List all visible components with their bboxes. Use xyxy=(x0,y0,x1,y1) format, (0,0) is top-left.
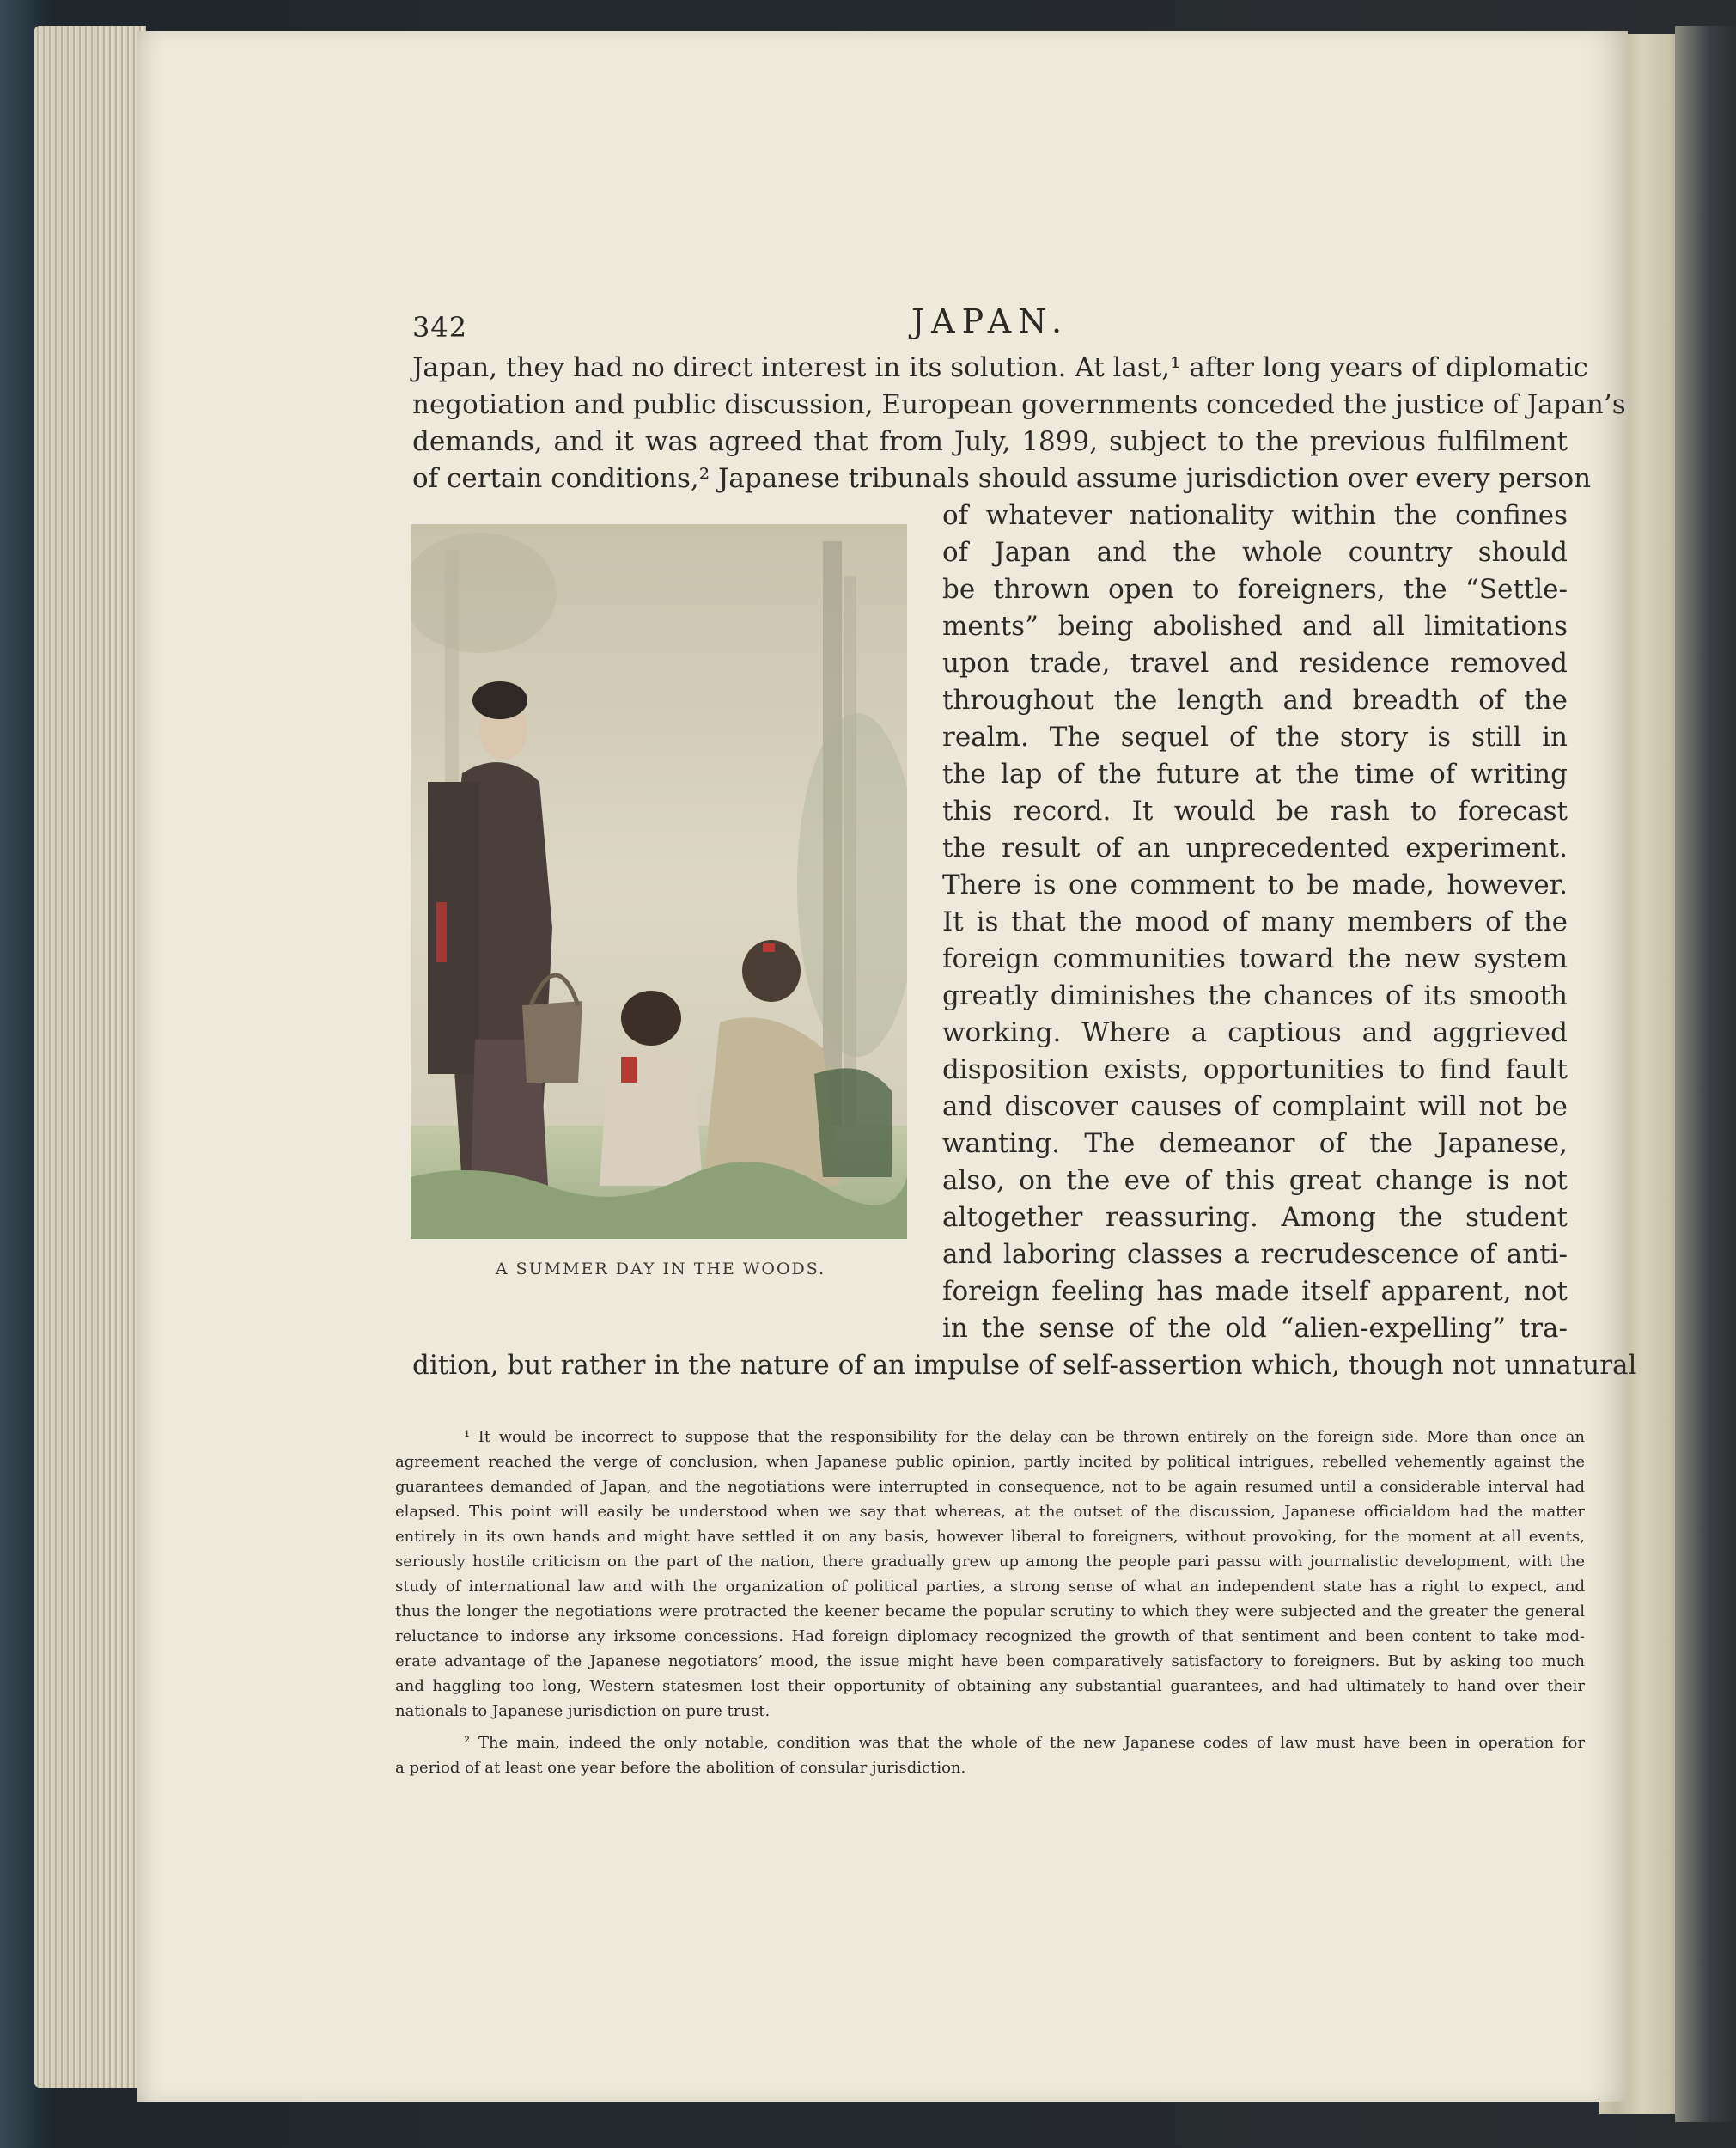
body-line: realm. The sequel of the story is still in xyxy=(942,722,1568,753)
footnote-line: agreement reached the verge of conclusion, when Japanese public opinion, partly incited by political intrigues, rebelled vehemently against the xyxy=(395,1453,1585,1471)
body-line: also, on the eve of this great change is not xyxy=(942,1165,1568,1196)
running-title: JAPAN. xyxy=(911,302,1069,340)
footnote-line: and haggling too long, Western statesmen lost their opportunity of obtaining any substantial guarantees, and had ultimately to hand over their xyxy=(395,1677,1585,1695)
footnote-line: thus the longer the negotiations were protracted the keener became the popular scrutiny to which they were subjected and the greater the general xyxy=(395,1602,1585,1620)
body-line: wanting. The demeanor of the Japanese, xyxy=(942,1128,1568,1159)
body-line: foreign feeling has made itself apparent, not xyxy=(942,1276,1568,1307)
body-line: greatly diminishes the chances of its smooth xyxy=(942,980,1568,1011)
footnote-line: study of international law and with the organization of political parties, a strong sense of what an independent state has a right to expect, and xyxy=(395,1577,1585,1596)
body-line: upon trade, travel and residence removed xyxy=(942,648,1568,679)
footnote-line: nationals to Japanese jurisdiction on pure trust. xyxy=(395,1702,771,1720)
body-line: foreign communities toward the new system xyxy=(942,943,1568,974)
body-line: and laboring classes a recrudescence of anti- xyxy=(942,1239,1568,1270)
body-line: demands, and it was agreed that from July, 1899, subject to the previous fulfilment xyxy=(412,426,1568,457)
body-line: the result of an unprecedented experiment. xyxy=(942,833,1568,863)
body-line: working. Where a captious and aggrieved xyxy=(942,1017,1568,1048)
footnote-line: erate advantage of the Japanese negotiators’ mood, the issue might have been comparatively satisfactory to foreigners. But by asking too much xyxy=(395,1652,1585,1670)
body-line: disposition exists, opportunities to find fault xyxy=(942,1054,1568,1085)
book-page xyxy=(137,31,1637,2102)
illustration xyxy=(411,524,907,1239)
running-head xyxy=(412,292,1568,344)
body-line: ments” being abolished and all limitations xyxy=(942,611,1568,642)
body-line: of Japan and the whole country should xyxy=(942,537,1568,568)
footnote-line: a period of at least one year before the abolition of consular jurisdiction. xyxy=(395,1759,966,1777)
left-page-stack xyxy=(34,26,146,2088)
body-line: and discover causes of complaint will not be xyxy=(942,1091,1568,1122)
footnote-line: elapsed. This point will easily be understood when we say that whereas, at the outset of the discussion, Japanese officialdom had the matter xyxy=(395,1503,1585,1521)
page-number: 342 xyxy=(412,311,468,344)
body-line: be thrown open to foreigners, the “Settle- xyxy=(942,574,1568,605)
body-line: of certain conditions,² Japanese tribunals should assume jurisdiction over every person xyxy=(412,463,1592,494)
book-edge xyxy=(1675,26,1736,2122)
body-line: the lap of the future at the time of writing xyxy=(942,759,1568,790)
footnote-line: ² The main, indeed the only notable, condition was that the whole of the new Japanese codes of law must have been in operation for xyxy=(464,1734,1585,1752)
body-line: It is that the mood of many members of the xyxy=(942,906,1568,937)
body-line: of whatever nationality within the confines xyxy=(942,500,1568,531)
body-line: altogether reassuring. Among the student xyxy=(942,1202,1568,1233)
footnote-line: seriously hostile criticism on the part of the nation, there gradually grew up among the people pari passu with journalistic development, with the xyxy=(395,1553,1585,1571)
body-line: in the sense of the old “alien-expelling” tra- xyxy=(942,1313,1568,1344)
footnote-line: guarantees demanded of Japan, and the negotiations were interrupted in consequence, not to be again resumed until a considerable interval had xyxy=(395,1478,1585,1496)
body-line: Japan, they had no direct interest in its solution. At last,¹ after long years of diplomatic xyxy=(412,352,1588,383)
footnote-line: entirely in its own hands and might have settled it on any basis, however liberal to foreigners, without provoking, for the moment at all events, xyxy=(395,1528,1585,1546)
body-line: There is one comment to be made, however. xyxy=(942,870,1568,900)
footnote-line: ¹ It would be incorrect to suppose that the responsibility for the delay can be thrown entirely on the foreign side. More than once an xyxy=(464,1428,1585,1446)
body-line: this record. It would be rash to forecast xyxy=(942,796,1568,827)
body-line: dition, but rather in the nature of an impulse of self-assertion which, though not unnatural xyxy=(412,1350,1637,1381)
body-line: negotiation and public discussion, European governments conceded the justice of Japan’s xyxy=(412,389,1626,420)
photo-summer-day xyxy=(411,524,907,1239)
illustration-caption: A SUMMER DAY IN THE WOODS. xyxy=(495,1260,826,1278)
body-line: throughout the length and breadth of the xyxy=(942,685,1568,716)
footnote-line: reluctance to indorse any irksome concessions. Had foreign diplomacy recognized the growth of that sentiment and been content to take mod- xyxy=(395,1627,1585,1645)
